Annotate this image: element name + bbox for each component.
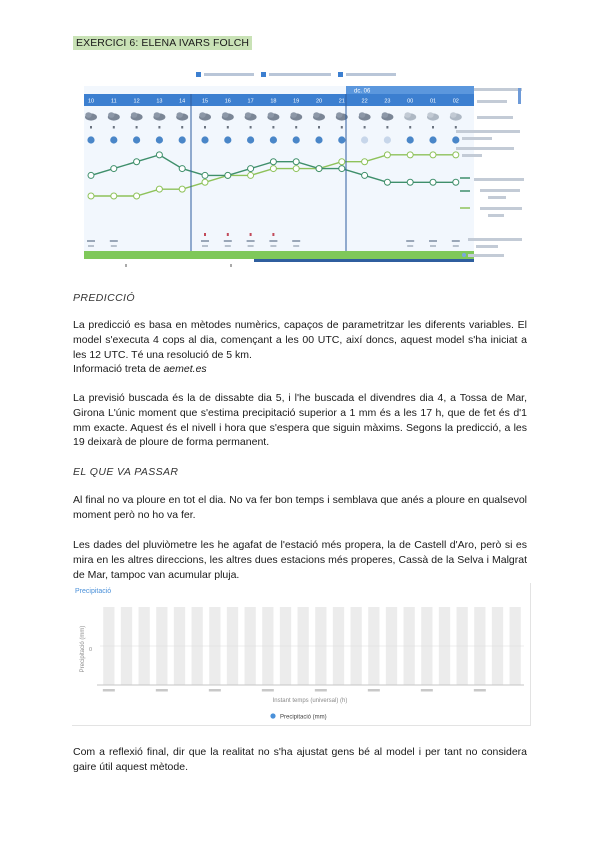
meteogram-graphic bbox=[84, 68, 529, 274]
hour-label: 21 bbox=[338, 98, 345, 105]
precip-annotation bbox=[269, 240, 277, 242]
wind-mark bbox=[113, 126, 115, 129]
precip-annotation bbox=[110, 240, 118, 242]
paragraph-method bbox=[73, 318, 527, 377]
precip-x-tick bbox=[103, 689, 115, 692]
hour-label: 12 bbox=[133, 98, 140, 105]
wind-mark bbox=[272, 126, 274, 129]
precip-annotation bbox=[453, 245, 459, 247]
precip-prob-marker bbox=[407, 136, 414, 143]
wind-mark bbox=[318, 126, 320, 129]
precip-x-tick bbox=[315, 689, 327, 692]
wind-mark bbox=[386, 126, 388, 129]
temperature-point bbox=[179, 166, 185, 172]
precip-annotation bbox=[247, 240, 255, 242]
wind-mark bbox=[227, 126, 229, 129]
hour-label: 11 bbox=[110, 98, 117, 105]
hour-label: 19 bbox=[293, 98, 300, 105]
precipitation-chart-graphic bbox=[72, 583, 530, 725]
document-title: EXERCICI 6: ELENA IVARS FOLCH bbox=[73, 36, 252, 50]
section-heading-prediccio: PREDICCIÓ bbox=[73, 292, 135, 304]
precip-prob-marker bbox=[361, 136, 368, 143]
precip-chart-title: Precipitació bbox=[75, 588, 112, 595]
temperature-point bbox=[407, 179, 413, 185]
precip-x-tick bbox=[262, 689, 274, 692]
hour-label: 02 bbox=[452, 98, 459, 105]
precip-prob-marker bbox=[156, 136, 163, 143]
dew-point-point bbox=[179, 186, 185, 192]
hours-header bbox=[84, 94, 474, 106]
wind-mark bbox=[250, 126, 252, 129]
temperature-point bbox=[453, 179, 459, 185]
wind-mark bbox=[181, 126, 183, 129]
temperature-point bbox=[339, 166, 345, 172]
hour-label: 17 bbox=[247, 98, 254, 105]
precip-prob-marker bbox=[270, 136, 277, 143]
temperature-point bbox=[134, 159, 140, 165]
temperature-point bbox=[111, 166, 117, 172]
precip-annotation bbox=[270, 245, 276, 247]
precip-annotation bbox=[407, 245, 413, 247]
temperature-point bbox=[225, 172, 231, 178]
hour-label: 10 bbox=[87, 98, 95, 105]
hour-label: 18 bbox=[270, 98, 277, 105]
precip-prob-marker bbox=[179, 136, 186, 143]
day-label: dc. 06 bbox=[354, 88, 371, 95]
precip-prob-marker bbox=[293, 136, 300, 143]
meteogram bbox=[84, 68, 529, 274]
rain-mark bbox=[250, 233, 252, 236]
precip-legend-label[interactable]: Precipitació (mm) bbox=[280, 714, 327, 721]
precip-prob-marker bbox=[384, 136, 391, 143]
wind-mark bbox=[341, 126, 343, 129]
hour-label: 00 bbox=[407, 98, 414, 105]
band-green bbox=[84, 251, 474, 259]
dew-point-point bbox=[156, 186, 162, 192]
temperature-point bbox=[384, 179, 390, 185]
precip-annotation bbox=[202, 245, 208, 247]
dew-point-point bbox=[384, 152, 390, 158]
precip-y-tick-0: 0 bbox=[89, 647, 93, 653]
hour-label: 20 bbox=[315, 98, 323, 105]
precip-annotation bbox=[293, 245, 299, 247]
section-heading-real: EL QUE VA PASSAR bbox=[73, 466, 179, 478]
precip-y-axis-label: Precipitació (mm) bbox=[80, 625, 86, 673]
precip-legend-marker[interactable] bbox=[270, 713, 275, 718]
precip-annotation bbox=[224, 240, 232, 242]
wind-mark bbox=[455, 126, 457, 129]
paragraph-conclusion: Com a reflexió final, dir que la realitat no s'ha ajustat gens bé al model i per tant no considera gaire útil aquest mètode. bbox=[73, 746, 527, 773]
dew-point-point bbox=[430, 152, 436, 158]
precip-x-tick bbox=[156, 689, 168, 692]
temperature-point bbox=[270, 159, 276, 165]
precip-annotation bbox=[87, 240, 95, 242]
dew-point-point bbox=[202, 179, 208, 185]
dew-point-point bbox=[339, 159, 345, 165]
precip-annotation bbox=[429, 240, 437, 242]
precip-prob-marker bbox=[133, 136, 140, 143]
precip-annotation bbox=[201, 240, 209, 242]
precip-annotation bbox=[248, 245, 254, 247]
hour-label: 01 bbox=[429, 98, 437, 105]
hour-label: 23 bbox=[384, 98, 391, 105]
temperature-point bbox=[430, 179, 436, 185]
precip-prob-marker bbox=[315, 136, 322, 143]
band-blue bbox=[254, 259, 474, 262]
precip-prob-marker bbox=[247, 136, 254, 143]
source-prefix: Informació treta de bbox=[73, 363, 164, 376]
rain-mark bbox=[272, 233, 274, 236]
precip-prob-marker bbox=[87, 136, 94, 143]
hour-label: 16 bbox=[224, 98, 231, 105]
wind-mark bbox=[204, 126, 206, 129]
temperature-point bbox=[362, 172, 368, 178]
precip-prob-marker bbox=[110, 136, 117, 143]
wind-mark bbox=[158, 126, 160, 129]
dew-point-point bbox=[134, 193, 140, 199]
precip-x-tick bbox=[368, 689, 380, 692]
temperature-point bbox=[156, 152, 162, 158]
precip-prob-marker bbox=[429, 136, 436, 143]
precip-x-tick bbox=[209, 689, 221, 692]
paragraph-forecast: La previsió buscada és la de dissabte dia 5, i l'he buscada el divendres dia 4, a Tossa de Mar, Girona L'únic moment que s'estima precipitació superior a 1 mm és a les 17 h, que de fet és d'1 mm exacte. Aquest és el nivell i hora que s'espera que siguin màxims. Segons la predicció, a les 19 deixarà de ploure de forma permanent. bbox=[73, 392, 527, 449]
precip-annotation bbox=[430, 245, 436, 247]
rain-mark bbox=[204, 233, 206, 236]
precip-x-axis-label: Instant temps (universal) (h) bbox=[272, 698, 348, 704]
hour-label: 22 bbox=[361, 98, 368, 105]
hour-label: 15 bbox=[201, 98, 209, 105]
dew-point-point bbox=[248, 172, 254, 178]
paragraph-stations: Les dades del pluviòmetre les he agafat de l'estació més propera, la de Castell d'Aro, però si es mira en les altres direccions, les altres dues estacions més properes, Cassà de la Selva i Malgrat de Mar, tampoc van acumular pluja. bbox=[73, 539, 527, 581]
precip-annotation bbox=[111, 245, 117, 247]
precip-prob-marker bbox=[338, 136, 345, 143]
precip-annotation bbox=[406, 240, 414, 242]
precip-prob-marker bbox=[224, 136, 231, 143]
precip-annotation bbox=[452, 240, 460, 242]
precip-x-tick-labels bbox=[103, 689, 486, 692]
wind-mark bbox=[432, 126, 434, 129]
dew-point-point bbox=[88, 193, 94, 199]
source-link[interactable]: aemet.es bbox=[163, 363, 207, 376]
wind-mark bbox=[364, 126, 366, 129]
paragraph-method-text: La predicció es basa en mètodes numèrics, capaços de parametritzar les diferents variables. El model s'executa 4 cops al dia, començant a les 00 UTC, així doncs, aquest model s'ha iniciat a les 12 UTC. Té una resolució de 5 km. bbox=[73, 319, 527, 361]
precip-x-tick bbox=[474, 689, 486, 692]
precip-x-tick bbox=[421, 689, 433, 692]
dew-point-point bbox=[293, 166, 299, 172]
temperature-point bbox=[316, 166, 322, 172]
temperature-point bbox=[248, 166, 254, 172]
rain-mark bbox=[227, 233, 229, 236]
precip-prob-marker bbox=[452, 136, 459, 143]
dew-point-point bbox=[270, 166, 276, 172]
precip-annotation bbox=[292, 240, 300, 242]
temperature-point bbox=[88, 172, 94, 178]
precip-annotation bbox=[88, 245, 94, 247]
paragraph-outcome: Al final no va ploure en tot el dia. No va fer bon temps i semblava que anés a ploure en qualsevol moment però no ho va fer. bbox=[73, 494, 527, 521]
temperature-point bbox=[202, 172, 208, 178]
wind-mark bbox=[409, 126, 411, 129]
dew-point-point bbox=[453, 152, 459, 158]
dew-point-point bbox=[111, 193, 117, 199]
wind-mark bbox=[295, 126, 297, 129]
wind-mark bbox=[136, 126, 138, 129]
hour-label: 13 bbox=[156, 98, 163, 105]
dew-point-point bbox=[362, 159, 368, 165]
temperature-point bbox=[293, 159, 299, 165]
precip-bars bbox=[100, 607, 524, 685]
dew-point-point bbox=[407, 152, 413, 158]
wind-mark bbox=[90, 126, 92, 129]
hour-label: 14 bbox=[179, 98, 186, 105]
precip-prob-marker bbox=[201, 136, 208, 143]
precip-annotation bbox=[225, 245, 231, 247]
precipitation-chart bbox=[72, 583, 531, 726]
